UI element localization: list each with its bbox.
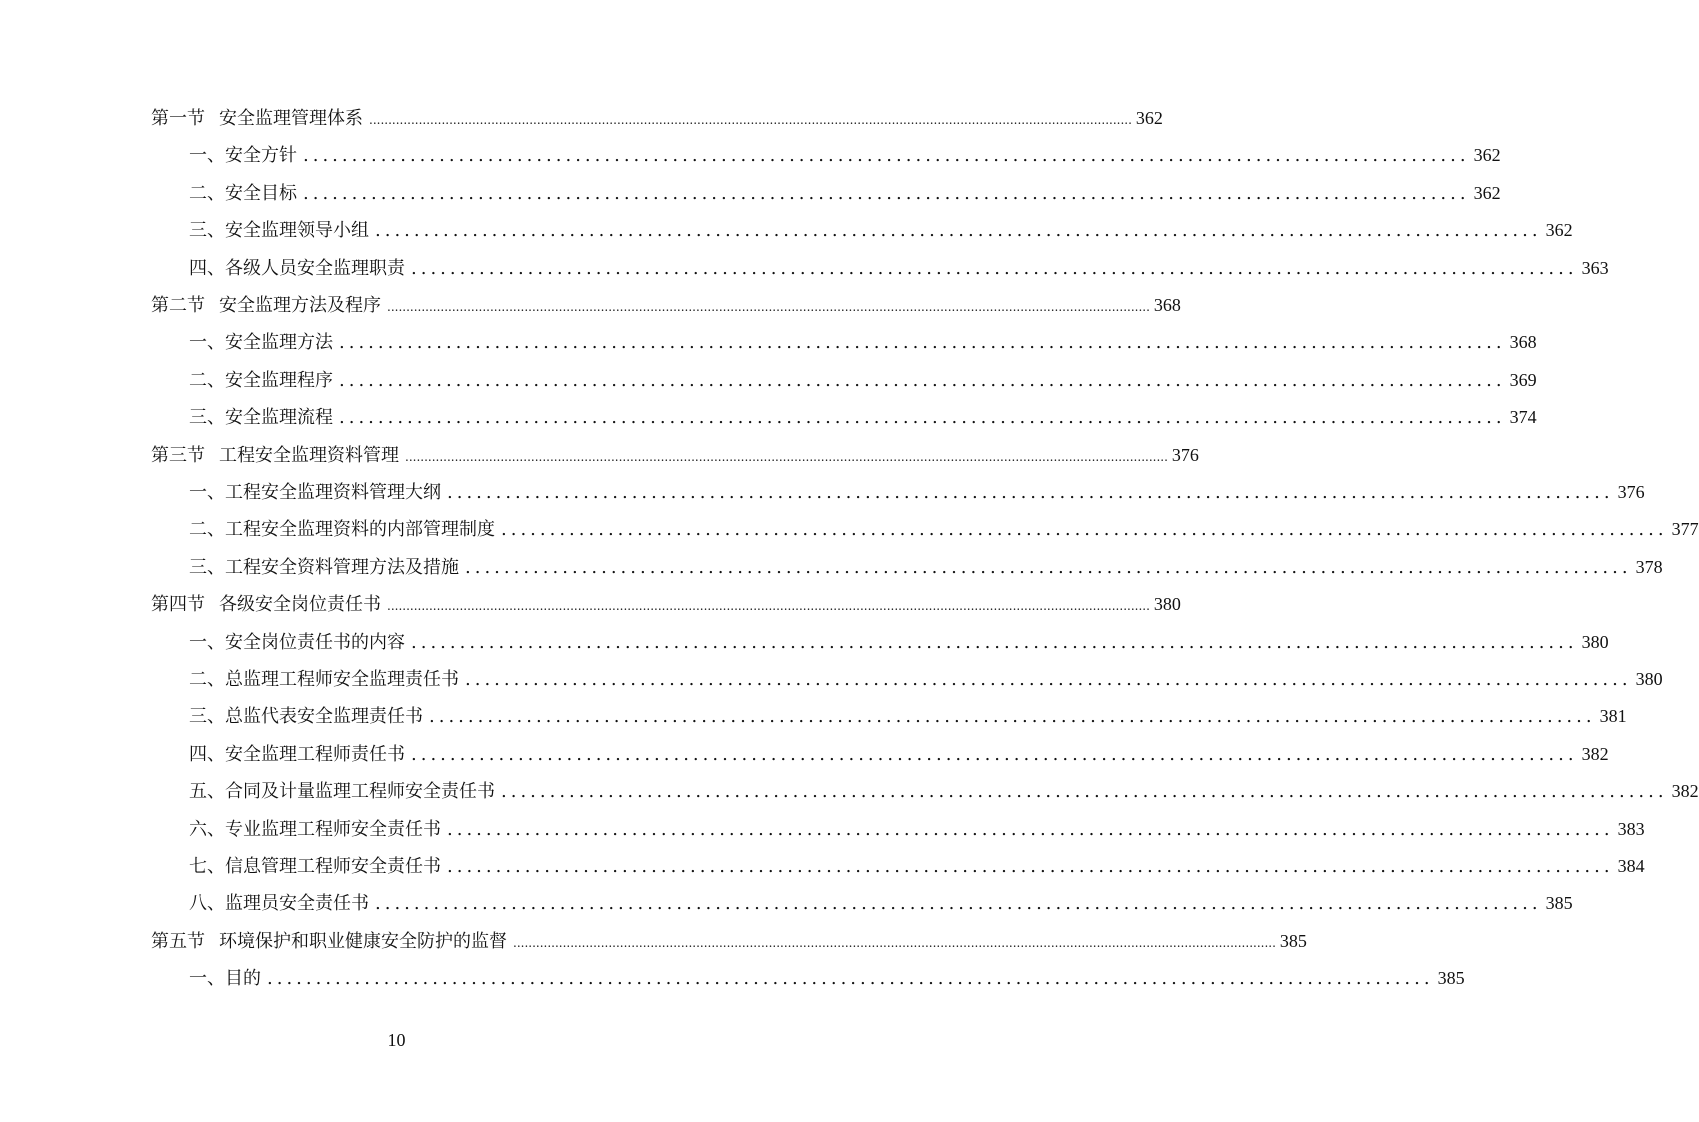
toc-item-entry[interactable]: [189, 324, 1537, 361]
toc-dot-leader: ........................................................................................................................: [339, 332, 1506, 354]
toc-dot-leader: ........................................................................................................................: [375, 220, 1542, 242]
toc-entry-number: 二、: [189, 369, 225, 391]
toc-dot-leader: ........................................................................................................................: [465, 556, 1632, 578]
toc-item-entry[interactable]: [189, 773, 1699, 810]
toc-entry-number: 二、: [189, 669, 225, 690]
toc-entry-page: 374: [1509, 407, 1537, 428]
toc-entry-title: 各级安全岗位责任书: [219, 594, 381, 616]
toc-entry-title: 安全监理领导小组: [225, 220, 369, 242]
toc-entry-number: 第三节: [151, 444, 205, 466]
toc-entry-page: 362: [1545, 220, 1573, 241]
toc-dot-leader: ........................................................................................................................: [501, 519, 1668, 541]
toc-entry-number: 一、: [189, 968, 225, 990]
toc-item-entry[interactable]: [189, 885, 1573, 922]
toc-entry-title: 安全监理方法及程序: [219, 295, 381, 316]
toc-entry-page: 385: [1279, 930, 1307, 951]
toc-entry-number: 七、: [189, 856, 225, 877]
toc-entry-title: 安全方针: [225, 145, 297, 167]
toc-item-entry[interactable]: [189, 137, 1501, 174]
toc-item-entry[interactable]: [189, 736, 1609, 773]
toc-entry-page: 368: [1509, 332, 1537, 353]
toc-entry-title: 监理员安全责任书: [225, 893, 369, 915]
toc-entry-number: 三、: [189, 407, 225, 429]
toc-dot-leader: ........................................................................................................................: [411, 257, 1578, 279]
toc-item-entry[interactable]: [189, 362, 1537, 399]
toc-item-entry[interactable]: [189, 511, 1699, 548]
toc-dot-leader: ........................................................................................................................: [303, 145, 1470, 167]
toc-entry-title: 专业监理工程师安全责任书: [225, 818, 441, 840]
toc-item-entry[interactable]: [189, 474, 1645, 511]
toc-dot-leader: ........................................................................................................................: [447, 482, 1614, 503]
toc-entry-number: 一、: [189, 631, 225, 653]
toc-entry-number: 一、: [189, 145, 225, 167]
toc-dot-leader: ........................................................................................................................................................................................................: [369, 113, 1132, 127]
toc-dot-leader: ........................................................................................................................: [447, 818, 1614, 840]
toc-entry-page: 380: [1153, 594, 1181, 615]
toc-entry-title: 目的: [225, 968, 261, 990]
toc-entry-title: 环境保护和职业健康安全防护的监督: [219, 930, 507, 952]
toc-entry-title: 安全监理方法: [225, 332, 333, 354]
toc-item-entry[interactable]: [189, 624, 1609, 661]
page-number: 10: [387, 1030, 406, 1050]
toc-entry-number: 三、: [189, 556, 225, 578]
toc-entry-number: 第四节: [151, 594, 205, 616]
toc-entry-page: 383: [1617, 818, 1645, 839]
toc-entry-title: 安全岗位责任书的内容: [225, 631, 405, 653]
toc-dot-leader: ........................................................................................................................: [375, 893, 1542, 915]
toc-entry-page: 385: [1545, 893, 1573, 914]
toc-entry-number: 六、: [189, 818, 225, 840]
toc-entry-page: 362: [1135, 108, 1163, 128]
toc-entry-title: 信息管理工程师安全责任书: [225, 856, 441, 877]
toc-item-entry[interactable]: [189, 848, 1645, 885]
toc-item-entry[interactable]: [189, 960, 1465, 997]
toc-entry-page: 381: [1599, 706, 1627, 727]
toc-entry-page: 384: [1617, 856, 1645, 876]
toc-dot-leader: ........................................................................................................................................................................................................: [513, 935, 1276, 950]
toc-entry-page: 376: [1617, 482, 1645, 502]
toc-entry-title: 合同及计量监理工程师安全责任书: [225, 781, 495, 803]
toc-section-entry[interactable]: [151, 287, 1181, 324]
toc-entry-page: 369: [1509, 369, 1537, 390]
toc-entry-title: 工程安全监理资料管理大纲: [225, 482, 441, 503]
toc-entry-number: 八、: [189, 893, 225, 915]
toc-entry-page: 380: [1581, 631, 1609, 652]
toc-entry-page: 382: [1671, 781, 1699, 802]
toc-dot-leader: ........................................................................................................................: [429, 706, 1596, 728]
toc-entry-title: 工程安全监理资料管理: [219, 444, 399, 466]
toc-entry-page: 378: [1635, 556, 1663, 577]
toc-entry-number: 三、: [189, 220, 225, 242]
toc-entry-number: 第二节: [151, 295, 205, 316]
toc-item-entry[interactable]: [189, 250, 1609, 287]
toc-dot-leader: ........................................................................................................................: [501, 781, 1668, 803]
toc-entry-page: 376: [1171, 444, 1199, 465]
toc-dot-leader: ........................................................................................................................: [267, 968, 1434, 990]
toc-dot-leader: ........................................................................................................................: [465, 669, 1632, 690]
toc-item-entry[interactable]: [189, 811, 1645, 848]
toc-item-entry[interactable]: [189, 212, 1573, 249]
toc-entry-page: 362: [1473, 145, 1501, 166]
toc-section-entry[interactable]: [151, 100, 1163, 137]
toc-item-entry[interactable]: [189, 661, 1663, 698]
toc-entry-title: 安全监理程序: [225, 369, 333, 391]
toc-entry-page: 385: [1437, 968, 1465, 989]
toc-entry-page: 382: [1581, 743, 1609, 764]
toc-item-entry[interactable]: [189, 175, 1501, 212]
toc-entry-number: 四、: [189, 257, 225, 279]
toc-entry-page: 363: [1581, 257, 1609, 278]
toc-entry-title: 总监理工程师安全监理责任书: [225, 669, 459, 690]
toc-entry-page: 368: [1153, 295, 1181, 315]
toc-entry-number: 五、: [189, 781, 225, 803]
toc-entry-title: 工程安全资料管理方法及措施: [225, 556, 459, 578]
toc-dot-leader: ........................................................................................................................: [447, 856, 1614, 877]
toc-entry-number: 第五节: [151, 930, 205, 952]
toc-entry-title: 安全目标: [225, 182, 297, 204]
toc-dot-leader: ........................................................................................................................: [339, 369, 1506, 391]
toc-entry-page: 377: [1671, 519, 1699, 540]
toc-entry-number: 四、: [189, 743, 225, 765]
toc-entry-number: 一、: [189, 482, 225, 503]
toc-dot-leader: ........................................................................................................................: [339, 407, 1506, 429]
toc-entry-title: 安全监理流程: [225, 407, 333, 429]
toc-dot-leader: ........................................................................................................................................................................................................: [387, 599, 1150, 614]
toc-entry-number: 二、: [189, 519, 225, 541]
toc-entry-title: 工程安全监理资料的内部管理制度: [225, 519, 495, 541]
toc-entry-page: 362: [1473, 182, 1501, 203]
toc-entry-title: 总监代表安全监理责任书: [225, 706, 423, 728]
toc-entry-title: 各级人员安全监理职责: [225, 257, 405, 279]
toc-entry-title: 安全监理工程师责任书: [225, 743, 405, 765]
toc-section-entry[interactable]: [151, 923, 1307, 960]
toc-dot-leader: ........................................................................................................................: [411, 631, 1578, 653]
toc-section-entry[interactable]: [151, 437, 1199, 474]
toc-entry-number: 二、: [189, 182, 225, 204]
toc-entry-title: 安全监理管理体系: [219, 108, 363, 129]
toc-dot-leader: ........................................................................................................................: [411, 743, 1578, 765]
toc-entry-page: 380: [1635, 669, 1663, 689]
toc-item-entry[interactable]: [189, 549, 1663, 586]
toc-entry-number: 三、: [189, 706, 225, 728]
toc-item-entry[interactable]: [189, 399, 1537, 436]
toc-dot-leader: ........................................................................................................................: [303, 182, 1470, 204]
toc-entry-number: 一、: [189, 332, 225, 354]
toc-entry-number: 第一节: [151, 108, 205, 129]
toc-dot-leader: ........................................................................................................................................................................................................: [405, 449, 1168, 464]
toc-item-entry[interactable]: [189, 698, 1627, 735]
toc-section-entry[interactable]: [151, 586, 1181, 623]
toc-dot-leader: ........................................................................................................................................................................................................: [387, 300, 1150, 314]
